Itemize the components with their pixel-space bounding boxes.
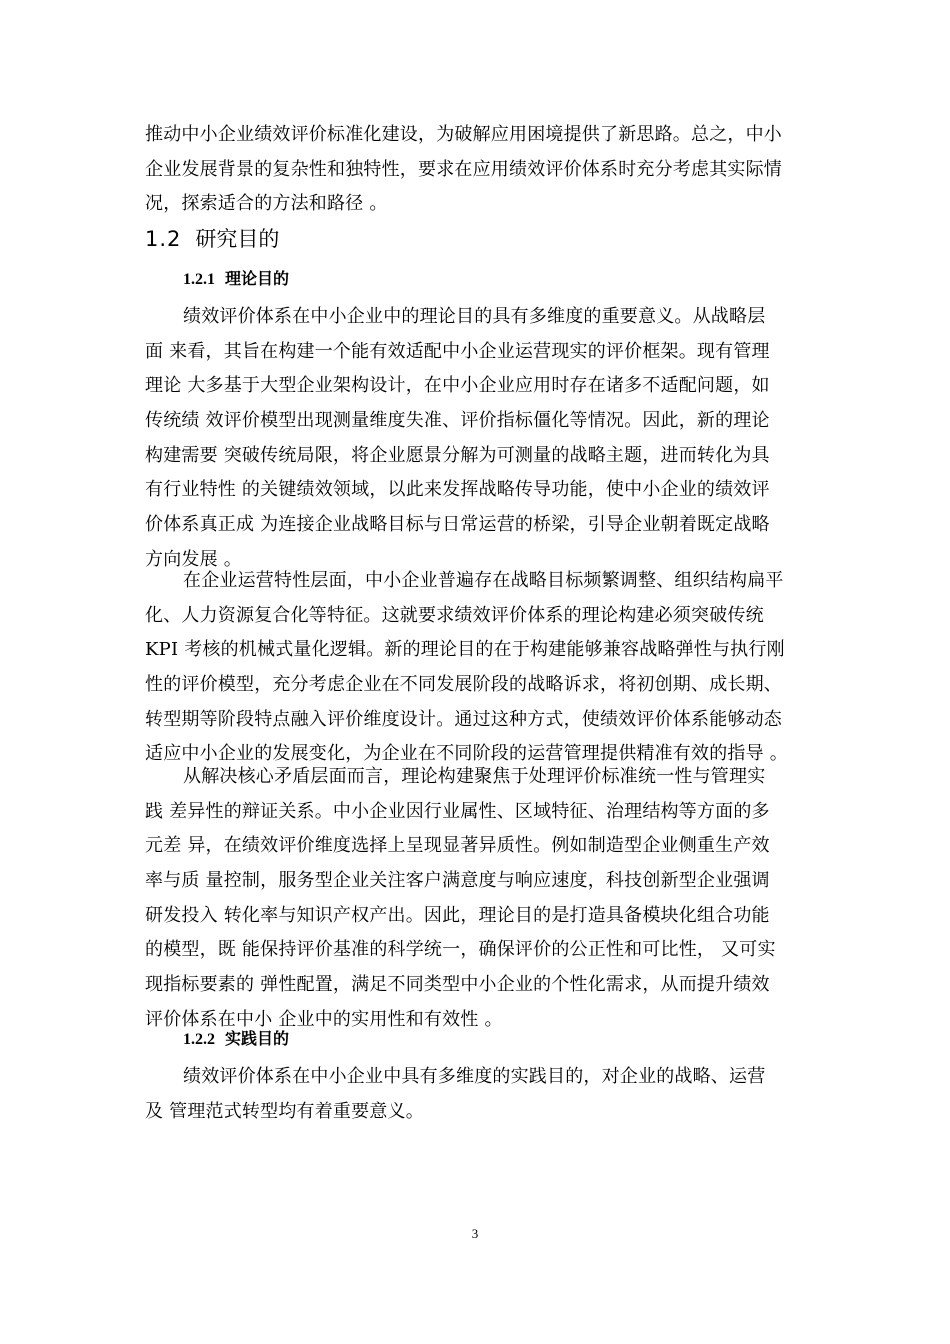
section-title: 研究目的 — [195, 227, 280, 251]
text-line: 企业发展背景的复杂性和独特性，要求在应用绩效评价体系时充分考虑其实际情 — [145, 158, 782, 180]
subsection-heading-theory — [183, 264, 289, 295]
page-number: 3 — [471, 1226, 479, 1241]
subsection-number: 1.2.2 — [183, 1031, 215, 1048]
section-heading — [145, 222, 279, 256]
text-line: 绩效评价体系在中小企业中具有多维度的实践目的，对企业的战略、运营 — [183, 1066, 766, 1087]
text-line: 研发投入 转化率与知识产权产出。因此，理论目的是打造具备模块化组合功能 — [145, 904, 770, 926]
text-line: 率与质 量控制，服务型企业关注客户满意度与响应速度，科技创新型企业强调 — [145, 870, 770, 892]
text-line: 现指标要素的 弹性配置，满足不同类型中小企业的个性化需求，从而提升绩效 — [145, 974, 770, 996]
text-line: 传统绩 效评价模型出现测量维度失准、评价指标僵化等情况。因此，新的理论 — [145, 410, 770, 432]
theory-paragraph-3 — [145, 760, 805, 1038]
text-line: 及 管理范式转型均有着重要意义。 — [145, 1100, 424, 1122]
text-line: 元差 异，在绩效评价维度选择上呈现显著异质性。例如制造型企业侧重生产效 — [145, 835, 770, 857]
text-line: 评价体系在中小 企业中的实用性和有效性 。 — [145, 1008, 503, 1030]
intro-paragraph — [145, 118, 805, 222]
text-line: 从解决核心矛盾层面而言，理论构建聚焦于处理评价标准统一性与管理实 — [183, 766, 766, 787]
practice-paragraph — [145, 1060, 805, 1129]
theory-paragraph-2 — [145, 564, 805, 772]
subsection-title: 实践目的 — [225, 1029, 290, 1048]
text-line: 面 来看，其旨在构建一个能有效适配中小企业运营现实的评价框架。现有管理 — [145, 340, 770, 362]
subsection-heading-practice — [183, 1024, 289, 1055]
text-line: 况，探索适合的方法和路径 。 — [145, 193, 388, 215]
text-line: 的模型，既 能保持评价基准的科学统一，确保评价的公正性和可比性， 又可实 — [145, 939, 776, 961]
subsection-title: 理论目的 — [225, 269, 290, 288]
text-line: 绩效评价体系在中小企业中的理论目的具有多维度的重要意义。从战略层 — [183, 306, 766, 327]
text-line: 性的评价模型，充分考虑企业在不同发展阶段的战略诉求，将初创期、成长期、 — [145, 674, 782, 696]
text-line: 推动中小企业绩效评价标准化建设，为破解应用困境提供了新思路。总之，中小 — [145, 124, 782, 145]
text-line: 理论 大多基于大型企业架构设计，在中小企业应用时存在诸多不适配问题，如 — [145, 375, 770, 397]
text-line: 转型期等阶段特点融入评价维度设计。通过这种方式，使绩效评价体系能够动态 — [145, 708, 782, 730]
text-line: 在企业运营特性层面，中小企业普遍存在战略目标频繁调整、组织结构扁平 — [183, 570, 784, 591]
text-line: 化、人力资源复合化等特征。这就要求绩效评价体系的理论构建必须突破传统 — [145, 604, 764, 626]
text-line: 适应中小企业的发展变化，为企业在不同阶段的运营管理提供精准有效的指导 。 — [145, 743, 788, 765]
text-line: 有行业特性 的关键绩效领域，以此来发挥战略传导功能，使中小企业的绩效评 — [145, 479, 770, 501]
text-line: 方向发展 。 — [145, 548, 242, 570]
theory-paragraph-1 — [145, 300, 805, 578]
text-line: 构建需要 突破传统局限，将企业愿景分解为可测量的战略主题，进而转化为具 — [145, 444, 770, 466]
section-number: 1.2 — [145, 227, 182, 251]
text-line: 价体系真正成 为连接企业战略目标与日常运营的桥梁，引导企业朝着既定战略 — [145, 514, 770, 536]
subsection-number: 1.2.1 — [183, 271, 215, 288]
text-line: 践 差异性的辩证关系。中小企业因行业属性、区域特征、治理结构等方面的多 — [145, 800, 770, 822]
text-line: KPI 考核的机械式量化逻辑。新的理论目的在于构建能够兼容战略弹性与执行刚 — [145, 639, 785, 661]
